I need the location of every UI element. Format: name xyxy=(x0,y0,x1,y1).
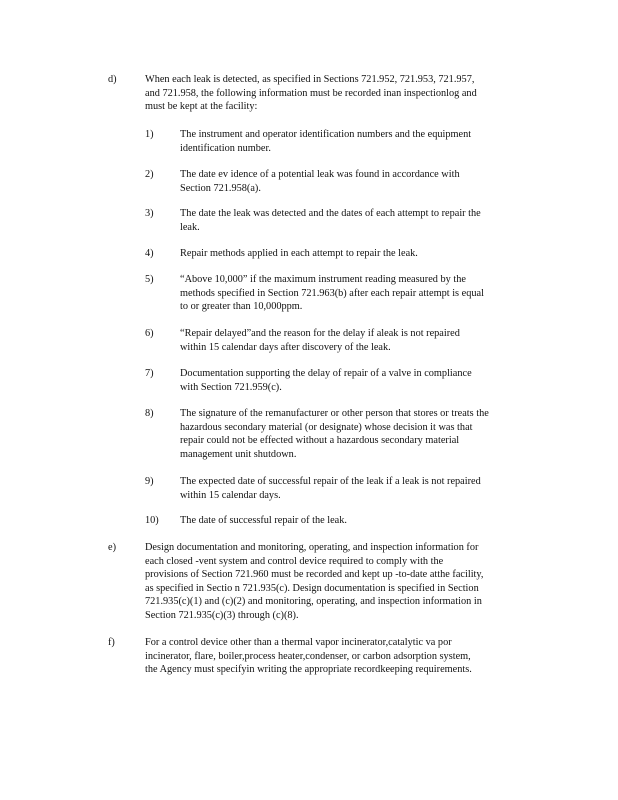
subitem-5-label: 5) xyxy=(145,274,154,285)
subitem-6-text: “Repair delayed”and the reason for the delay if aleak is not repaired within 15 calendar days after discovery of the leak. xyxy=(180,328,460,353)
subitem-8-text: The signature of the remanufacturer or other person that stores or treats the hazardous secondary material (or designate) whose decision it was that repair could not be effected without a hazardous secondary material management unit shutdown. xyxy=(180,408,489,460)
subitem-2-text: The date ev idence of a potential leak was found in accordance with Section 721.958(a). xyxy=(180,169,460,194)
subitem-8-label: 8) xyxy=(145,408,154,419)
subitem-10-text: The date of successful repair of the leak. xyxy=(180,515,347,526)
paragraph-f-text: For a control device other than a thermal vapor incinerator,catalytic va por incinerator, flare, boiler,process heater,condenser, or carbon adsorption system, the Agency must specifyin writing the appropriate recordkeeping requirements. xyxy=(145,637,472,675)
subitem-6-label: 6) xyxy=(145,328,154,339)
subitem-3-text: The date the leak was detected and the dates of each attempt to repair the leak. xyxy=(180,208,481,233)
subitem-1-text: The instrument and operator identification numbers and the equipment identification number. xyxy=(180,129,472,154)
subitem-4-text: Repair methods applied in each attempt to repair the leak. xyxy=(180,248,418,259)
subitem-9-text: The expected date of successful repair of the leak if a leak is not repaired within 15 calendar days. xyxy=(180,476,481,501)
subitem-4-label: 4) xyxy=(145,248,154,259)
paragraph-f-label: f) xyxy=(108,637,115,648)
subitem-9-label: 9) xyxy=(145,476,154,487)
paragraph-e-text: Design documentation and monitoring, operating, and inspection information for each closed -vent system and control device required to comply with the provisions of Section 721.960 must be recorded and kept up -to-date atthe facility, as specified in Sectio n 721.935(c). Design documentation is specified in Section 721.935(c)(1) and (c)(2) and monitoring, operating, and inspection information in Section 721.935(c)(3) through (c)(8). xyxy=(145,542,484,621)
subitem-3-label: 3) xyxy=(145,208,154,219)
paragraph-d-label: d) xyxy=(108,74,117,85)
paragraph-d-text: When each leak is detected, as specified in Sections 721.952, 721.953, 721.957, and 721.958, the following information must be recorded inan inspectionlog and must be kept at the facility: xyxy=(145,74,477,112)
subitem-7-text: Documentation supporting the delay of repair of a valve in compliance with Section 721.959(c). xyxy=(180,368,472,393)
subitem-7-label: 7) xyxy=(145,368,154,379)
subitem-1-label: 1) xyxy=(145,129,154,140)
subitem-10-label: 10) xyxy=(145,515,159,526)
subitem-2-label: 2) xyxy=(145,169,154,180)
paragraph-e-label: e) xyxy=(108,542,116,553)
subitem-5-text: “Above 10,000” if the maximum instrument reading measured by the methods specified in Section 721.963(b) after each repair attempt is equal to or greater than 10,000ppm. xyxy=(180,274,484,312)
